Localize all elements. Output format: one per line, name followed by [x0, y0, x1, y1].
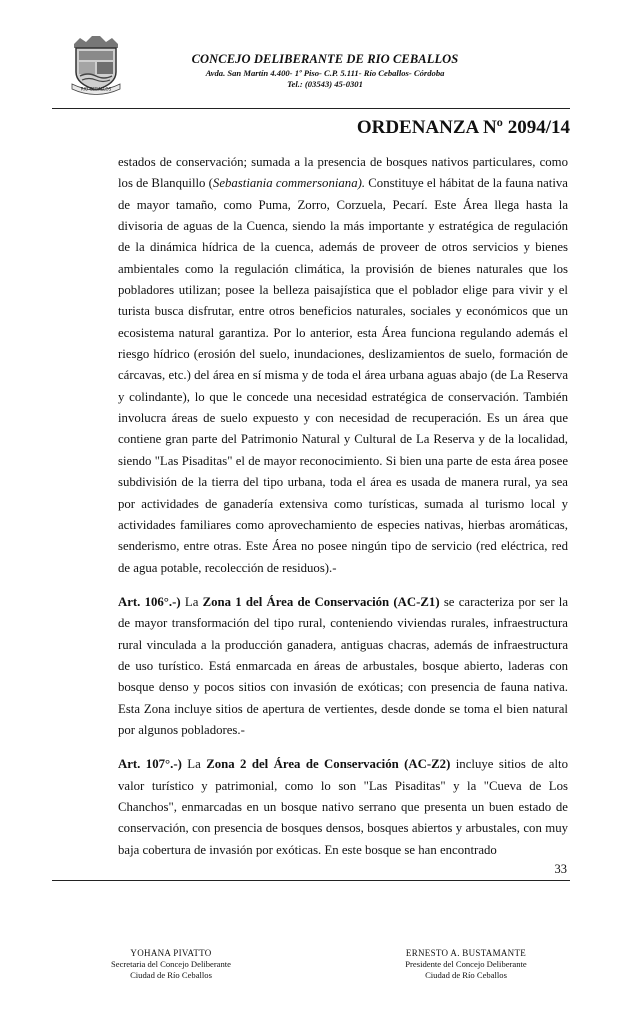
continuation-text-1: estados de conservación; sumada a la presencia de bosques nativos particulares, como los de Blanquillo ( — [118, 155, 568, 191]
letterhead-address: Avda. San Martín 4.400- 1º Piso- C.P. 5.111- Río Ceballos- Córdoba — [205, 68, 445, 78]
signatory-name: YOHANA PIVATTO — [130, 948, 212, 958]
page-number: 33 — [554, 862, 567, 876]
species-name: Sebastiania commersoniana). — [212, 176, 366, 191]
header-divider — [52, 108, 570, 109]
coat-of-arms-seal-icon — [66, 34, 126, 96]
letterhead — [150, 52, 500, 89]
footer-divider — [52, 880, 570, 881]
signatory-name: ERNESTO A. BUSTAMANTE — [405, 948, 527, 958]
article-107-zone: Zona 2 del Área de Conservación (AC-Z2) — [206, 757, 451, 772]
continuation-text-2: Constituye el hábitat de la fauna nativa de mayor tamaño, como Puma, Zorro, Corzuela, Pecarí. Este Área llega hasta la divisoria de aguas de la Cuenca, siendo la más importante y estratégica de regulación de la dinámica hídrica de la cuenca, además de proveer de otros servicios y bienes ambientales como la regulación climática, la provisión de bienes naturales que los pobladores utilizan; posee la belleza paisajística que el poblador elige para vivir y el turista busca disfrutar, entre otros beneficios naturales, sociales y económicos que un ecosistema natural garantiza. Por lo anterior, esta Área funciona regulando además el riesgo hídrico (erosión del suelo, inundaciones, deslizamientos de suelo, formación de cárcavas, etc.) del área en sí misma y de toda el área urbana aguas abajo (de La Reserva y colindante), lo que le concede una necesidad estratégica de conservación. También involucra áreas de suelo expuesto y con necesidad de recuperación. Es un área que contiene gran parte del Patrimonio Natural y Cultural de La Reserva y de la localidad, siendo "Las Pisaditas" el de mayor reconocimiento. Si bien una parte de esta área posee subdivisión de la tierra del tipo urbana, toda el área es usada de manera rural, ya sea por actividades de ganadería extensiva como turísticas, sumada al turismo local y actividades familiares como aprovechamiento de especies nativas, hierbas aromáticas, senderismo, entre otras. Este Área no posee ningún tipo de servicio (red eléctrica, red de agua potable, recolección de residuos).- — [118, 176, 568, 575]
article-106-text: se caracteriza por ser la de mayor transformación del tipo rural, conteniendo viviendas rurales, infraestructura rural vinculada a la producción ganadera, antiguas chacras, además de infraestructura de uso turístico. Está enmarcada en áreas de arbustales, bosque abierto, laderas con bosque denso y pocos sitios con invasión de exóticas; con presencia de fauna nativa. Esta Zona incluye sitios de apertura de vertientes, desde donde se toma el bien natural por algunos pobladores.- — [118, 594, 568, 737]
article-107-label: Art. 107°.-) — [118, 757, 182, 772]
seal-caption: RIO CEBALLOS — [80, 86, 112, 92]
letterhead-phone: Tel.: (03543) 45-0301 — [287, 79, 363, 89]
article-106 — [118, 592, 568, 741]
signatory-role: Secretaria del Concejo Deliberante — [110, 959, 231, 969]
signature-block-secretary — [86, 948, 256, 981]
article-106-zone: Zona 1 del Área de Conservación (AC-Z1) — [202, 594, 440, 609]
signatory-place: Ciudad de Río Ceballos — [130, 970, 212, 980]
signature-block-president — [381, 948, 551, 981]
article-106-label: Art. 106°.-) — [118, 594, 181, 609]
ordinance-title: ORDENANZA Nº 2094/14 — [356, 117, 570, 138]
article-107-pre: La — [181, 757, 207, 772]
continuation-paragraph — [118, 152, 568, 579]
article-106-pre: La — [180, 594, 203, 609]
article-107-text: incluye sitios de alto valor turístico y patrimonial, como lo son "Las Pisaditas" y la "Cueva de Los Chanchos", enmarcadas en un bosque nativo serrano que presenta un buen estado de conservación, con presencia de bosques densos, bosques abiertos y arbustales, con muy baja cobertura de invasión por exóticas. En este bosque se han encontrado — [118, 757, 568, 857]
article-107 — [118, 754, 568, 861]
signatory-place: Ciudad de Río Ceballos — [425, 970, 507, 980]
signatory-role: Presidente del Concejo Deliberante — [405, 959, 527, 969]
document-body — [118, 152, 568, 861]
letterhead-title: CONCEJO DELIBERANTE DE RIO CEBALLOS — [191, 52, 459, 66]
